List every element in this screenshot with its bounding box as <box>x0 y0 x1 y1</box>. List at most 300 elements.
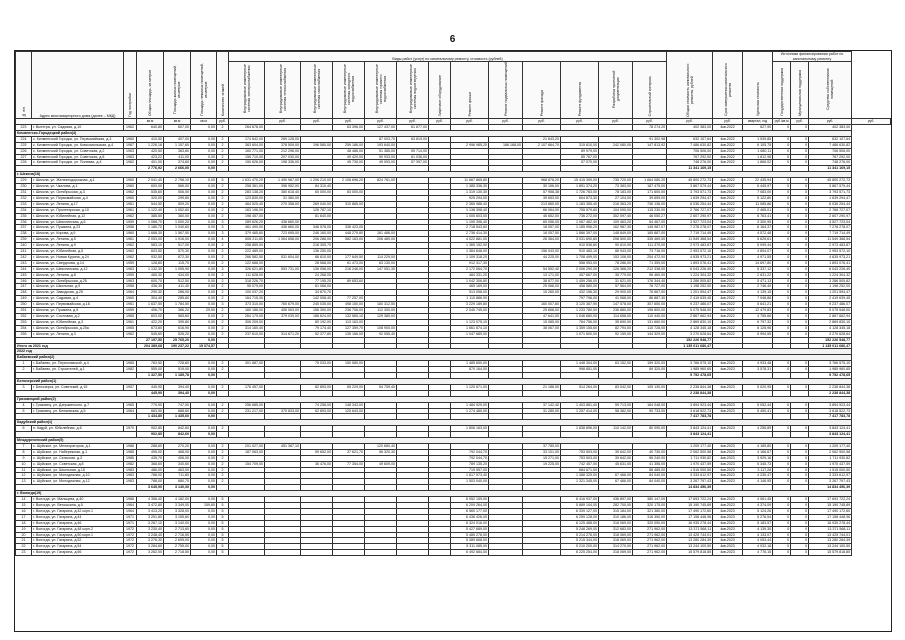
row-address: г. Шексна, ул. Юбилейная, д.12 <box>32 213 124 219</box>
cell-a: 420,50 <box>137 148 164 154</box>
cell-total: 1 209 177,40 <box>667 443 713 449</box>
cell-w12: 312 683,00 <box>599 526 633 532</box>
cell-w13: 171 600,00 <box>633 189 667 195</box>
cell-dl: 4кв.2022 <box>713 331 743 337</box>
cell-uc: 1 539,85 <box>743 136 773 142</box>
cell-s1: 0 <box>773 136 791 142</box>
cell-w2: 723 695,00 <box>265 231 301 237</box>
row-number: 252 <box>16 314 32 320</box>
cell-w12: 110 142,00 <box>599 426 633 432</box>
cell-w5: 54 759,40 <box>365 384 397 390</box>
cell-w12: 153 106,00 <box>599 254 633 260</box>
cell-w3: 24 268,00 <box>301 272 333 278</box>
cell-w11: 315 810,00 <box>561 142 599 148</box>
cell-c: 0,00 <box>191 160 217 166</box>
cell-dl: 4кв.2022 <box>713 178 743 184</box>
cell-total: 11 549 368,54 <box>667 237 713 243</box>
cell-s2: 0 <box>791 231 809 237</box>
cell-w8: 870 164,00 <box>451 367 489 373</box>
cell-c: 0,00 <box>191 184 217 190</box>
row-number: 254 <box>16 325 32 331</box>
cell-w12: 59 713,00 <box>599 402 633 408</box>
cell-total: 402 383,00 <box>667 125 713 131</box>
cell-s1: 0 <box>773 538 791 544</box>
cell-year: 1963 <box>124 154 137 160</box>
row-address: г. Вологда, ул. Гагарина, д.44 <box>32 514 124 520</box>
cell-year: 1965 <box>124 314 137 320</box>
table-body <box>16 125 891 556</box>
cell-a: 423,22 <box>137 154 164 160</box>
unit-cell: кв.м <box>137 119 164 125</box>
cell-s3: 3 867 579,44 <box>809 184 852 190</box>
cell-b: 1 784,50 <box>164 302 191 308</box>
cell-s2: 0 <box>791 296 809 302</box>
cell-w10: 39 653,00 <box>523 195 561 201</box>
cell-s2: 0 <box>791 278 809 284</box>
cell-s3: 2 607 290,97 <box>809 213 852 219</box>
row-number: 6 <box>16 426 32 432</box>
cell-a: 1 637,50 <box>137 302 164 308</box>
cell-b: 285,60 <box>164 296 191 302</box>
subtotal-c: 0,00 <box>191 432 217 438</box>
cell-d: 4 <box>217 237 229 243</box>
row-address: г. Шексна, ул. Пушкина, д.5 <box>32 308 124 314</box>
cell-w8: 792 044,70 <box>451 455 489 461</box>
cell-w4: 77 354,00 <box>333 461 365 467</box>
cell-w5: 63 130,00 <box>365 260 397 266</box>
cell-s1: 0 <box>773 331 791 337</box>
cell-w8: 465 169,00 <box>451 284 489 290</box>
cell-w8: 1 364 648,00 <box>451 249 489 255</box>
cell-c: 0,00 <box>191 243 217 249</box>
cell-year: 1961 <box>124 319 137 325</box>
col-total: Общая стоимость капитального ремонта, рублей <box>667 52 713 119</box>
cell-w2: 553 731,00 <box>265 266 301 272</box>
cell-d: 5 <box>217 538 229 544</box>
cell-s3: 15 190 745,89 <box>809 503 852 509</box>
cell-d: 5 <box>217 532 229 538</box>
cell-w10: 15 085,00 <box>523 319 561 325</box>
cell-w8: 925 294,00 <box>451 195 489 201</box>
cell-s3: 1 639 294,47 <box>809 195 852 201</box>
cell-year: 1988 <box>124 443 137 449</box>
cell-w8: 1 485 650,00 <box>451 361 489 367</box>
row-address: г. Шексна, ул. Октябрьская, д.3 <box>32 189 124 195</box>
cell-w11: 764 756,00 <box>561 319 599 325</box>
cell-w12: 67 466,00 <box>599 473 633 479</box>
cell-w13: 111 370,00 <box>633 243 667 249</box>
cell-w10: 57 958,38 <box>523 189 561 195</box>
cell-w12: 318 069,00 <box>599 550 633 556</box>
cell-w13: 380 147,00 <box>633 497 667 503</box>
cell-w13: 187 475,00 <box>633 184 667 190</box>
cell-year: 1962 <box>124 125 137 131</box>
cell-w13: 86 485,00 <box>633 467 667 473</box>
col-src2: Муниципальная поддержка <box>791 62 809 119</box>
row-address: г. Вытегра, ул. Садовая, д.10 <box>32 125 124 131</box>
cell-w11: 5 215 344,00 <box>561 538 599 544</box>
cell-d: 3 <box>217 219 229 225</box>
table-row <box>16 550 891 556</box>
cell-year: 1972 <box>124 550 137 556</box>
cell-s2: 0 <box>791 455 809 461</box>
cell-year: 1960 <box>124 136 137 142</box>
cell-a: 545,60 <box>137 331 164 337</box>
cell-s1: 0 <box>773 508 791 514</box>
cell-a: 555,00 <box>137 367 164 373</box>
cell-s2: 0 <box>791 254 809 260</box>
cell-b: 872,30 <box>164 254 191 260</box>
cell-c: 0,00 <box>191 272 217 278</box>
cell-w13: 321 380,00 <box>633 508 667 514</box>
cell-s3: 3 793 571,73 <box>809 189 852 195</box>
cell-b: 2 695,00 <box>164 538 191 544</box>
cell-d: 5 <box>217 550 229 556</box>
row-number: 10 <box>16 461 32 467</box>
cell-w13: 41 356,00 <box>633 461 667 467</box>
cell-b: 517,00 <box>164 243 191 249</box>
cell-s1: 0 <box>773 290 791 296</box>
cell-w13: 96 460,00 <box>633 272 667 278</box>
cell-dl: 4кв.2023 <box>713 402 743 408</box>
cell-w8: 1 047 689,00 <box>451 331 489 337</box>
cell-b: 2 713,60 <box>164 526 191 532</box>
cell-c: 0,00 <box>191 278 217 284</box>
cell-w3: 34 670,70 <box>301 290 333 296</box>
col-group-sources: Источники финансирования работ по капитальному ремонту <box>773 52 852 62</box>
row-number: 240 <box>16 243 32 249</box>
cell-s1: 0 <box>773 125 791 131</box>
cell-c: 0,00 <box>191 302 217 308</box>
cell-w8: 792 044,70 <box>451 449 489 455</box>
cell-dl: 4кв.2022 <box>713 290 743 296</box>
cell-total: 17 490 172,60 <box>667 508 713 514</box>
unit-cell: руб. <box>791 119 809 125</box>
cell-w13: 76 667,00 <box>633 290 667 296</box>
cell-total: 3 843 124,41 <box>667 426 713 432</box>
cell-dl: 4кв.2023 <box>713 384 743 390</box>
col-w7: Лифтовое оборудование <box>429 62 451 119</box>
cell-c: 0,00 <box>191 296 217 302</box>
cell-dl: 4кв.2022 <box>713 237 743 243</box>
cell-d: 2 <box>217 367 229 373</box>
cell-dl: 4кв.2023 <box>713 361 743 367</box>
cell-uc: 2 631,22 <box>743 272 773 278</box>
cell-w8: 2 718 543,60 <box>451 225 489 231</box>
cell-w5: 824 761,00 <box>365 178 397 184</box>
cell-w11: 910 483,10 <box>561 249 599 255</box>
cell-w11: 1 185 956,20 <box>561 225 599 231</box>
cell-w11: 15 415 399,00 <box>561 178 599 184</box>
cell-w3: 136 250,00 <box>301 249 333 255</box>
cell-w12: 148 849,00 <box>599 231 633 237</box>
cell-b: 411,40 <box>164 284 191 290</box>
cell-w10: 46 652,00 <box>523 213 561 219</box>
cell-w13: 147 813,92 <box>633 142 667 148</box>
cell-s1: 0 <box>773 520 791 526</box>
cell-w10: 25 668,00 <box>523 308 561 314</box>
cell-uc: 4 133,07 <box>743 532 773 538</box>
cell-dl: 4кв.2023 <box>713 426 743 432</box>
cell-d: 2 <box>217 249 229 255</box>
subtotal-a: 445,90 <box>137 390 164 396</box>
cell-w11: 1 321 345,00 <box>561 479 599 485</box>
cell-b: 463,00 <box>164 467 191 473</box>
cell-uc: 6 126,96 <box>743 325 773 331</box>
cell-w13: 76 727,00 <box>633 284 667 290</box>
unit-cell: руб. <box>489 119 523 125</box>
cell-w13: 86 887,30 <box>633 296 667 302</box>
cell-s2: 0 <box>791 213 809 219</box>
row-address: с. Кичменгский Городок, ул. Советская, д.2 <box>32 148 124 154</box>
cell-a: 3 251,80 <box>137 514 164 520</box>
cell-w3: 79 174,40 <box>301 325 333 331</box>
row-address: г. Вологда, ул. Гагарина, д.50 корп.1 <box>32 532 124 538</box>
cell-s3: 6 043 226,40 <box>809 266 852 272</box>
cell-w1: 150 626,00 <box>229 160 265 166</box>
cell-c: 0,00 <box>191 449 217 455</box>
cell-w8: 5 485 276,00 <box>451 532 489 538</box>
cell-s1: 0 <box>773 455 791 461</box>
row-address: г. Белозерск, ул. Советский, д.15 <box>32 384 124 390</box>
cell-year: 1963 <box>124 266 137 272</box>
cell-c: 0,00 <box>191 479 217 485</box>
cell-w3: 156 390,00 <box>301 308 333 314</box>
cell-w10: 33 101,00 <box>523 449 561 455</box>
cell-w3: 77 195,20 <box>301 278 333 284</box>
cell-year: 1965 <box>124 361 137 367</box>
cell-w8: 1 503 040,00 <box>451 479 489 485</box>
cell-w5: 147 051,30 <box>365 266 397 272</box>
cell-s1: 0 <box>773 249 791 255</box>
cell-total: 3 270 628,64 <box>667 331 713 337</box>
cell-s1: 0 <box>773 532 791 538</box>
cell-dl: 4кв.2022 <box>713 308 743 314</box>
cell-uc: 4 374,09 <box>743 503 773 509</box>
subtotal-total: 3 843 124,41 <box>667 432 713 438</box>
cell-total: 6 036 254,44 <box>667 201 713 207</box>
cell-uc: 5 994,55 <box>743 331 773 337</box>
cell-b: 711,80 <box>164 473 191 479</box>
cell-w3: 61 068,00 <box>301 284 333 290</box>
cell-uc: 4 971,55 <box>743 254 773 260</box>
cell-s2: 0 <box>791 520 809 526</box>
cell-s2: 0 <box>791 243 809 249</box>
cell-w5: 49 093,00 <box>365 160 397 166</box>
cell-s2: 0 <box>791 136 809 142</box>
row-number: 5 <box>16 408 32 414</box>
cell-w11: 1 233 780,00 <box>561 308 599 314</box>
cell-s3: 3 267 797,43 <box>809 479 852 485</box>
cell-s2: 0 <box>791 266 809 272</box>
cell-w11: 457 667,00 <box>561 272 599 278</box>
cell-s3: 16 935 278,44 <box>809 520 852 526</box>
cell-d: 2 <box>217 296 229 302</box>
cell-d: 2 <box>217 189 229 195</box>
unit-cell: руб. <box>713 119 743 125</box>
cell-d: 2 <box>217 331 229 337</box>
cell-dl: 4кв.2023 <box>713 497 743 503</box>
cell-total: 13 425 744,01 <box>667 532 713 538</box>
cell-w10: 47 641,00 <box>523 314 561 320</box>
row-address: г. Шексна, ул. Юбилейная, д.5 <box>32 249 124 255</box>
cell-w4: 89 653,60 <box>333 278 365 284</box>
cell-uc: 6 445,97 <box>743 184 773 190</box>
cell-total: 2 867 662,94 <box>667 314 713 320</box>
cell-w13: 40 730,00 <box>633 449 667 455</box>
cell-w5: 193 640,00 <box>365 142 397 148</box>
cell-b: 4 182,00 <box>164 497 191 503</box>
cell-uc: 1 866,02 <box>743 160 773 166</box>
cell-b: 1 040,60 <box>164 225 191 231</box>
cell-c: 0,00 <box>191 455 217 461</box>
cell-d: 2 <box>217 142 229 148</box>
cell-uc: 7 083,00 <box>743 189 773 195</box>
cell-w11: 1 046 680,00 <box>561 314 599 320</box>
cell-d: 5 <box>217 503 229 509</box>
cell-year: 1959 <box>124 272 137 278</box>
cell-w12: 39 642,00 <box>599 455 633 461</box>
cell-c: 0,00 <box>191 538 217 544</box>
cell-s1: 0 <box>773 278 791 284</box>
cell-a: 128,80 <box>137 260 164 266</box>
cell-w2: 380 618,40 <box>265 189 301 195</box>
cell-year: 1962 <box>124 249 137 255</box>
cell-w8: 2 365 988,40 <box>451 201 489 207</box>
cell-w11: 432 156,30 <box>561 290 599 296</box>
cell-w12: 236 880,00 <box>599 308 633 314</box>
cell-d: 2 <box>217 284 229 290</box>
cell-w13: 271 962,00 <box>633 532 667 538</box>
row-address: г. Шексна, ул. Юбилейная, д.3 <box>32 319 124 325</box>
cell-w10: 37 142,40 <box>523 402 561 408</box>
cell-dl: 4кв.2022 <box>713 154 743 160</box>
cell-s3: 2 238 844,38 <box>809 384 852 390</box>
cell-dl: 4кв.2022 <box>713 325 743 331</box>
cell-w13: 91 302,98 <box>633 136 667 142</box>
cell-w13: 56 240,00 <box>633 455 667 461</box>
subtotal-a: 902,80 <box>137 432 164 438</box>
cell-a: 2 041,40 <box>137 178 164 184</box>
cell-year: 1964 <box>124 503 137 509</box>
cell-w8: 1 319 130,30 <box>451 189 489 195</box>
cell-s1: 0 <box>773 497 791 503</box>
cell-w10: 31 280,00 <box>523 408 561 414</box>
cell-year: 1964 <box>124 408 137 414</box>
cell-d: 2 <box>217 314 229 320</box>
cell-total: 6 043 226,40 <box>667 266 713 272</box>
row-address: г. Шексна, ул. Первомайская, д.4 <box>32 195 124 201</box>
cell-w1: 122 688,00 <box>229 260 265 266</box>
cell-w4: 77 257,00 <box>333 296 365 302</box>
cell-s2: 0 <box>791 443 809 449</box>
cell-total: 17 158 448,96 <box>667 514 713 520</box>
cell-d: 2 <box>217 201 229 207</box>
section-title: г. Вологда(19) <box>16 491 852 497</box>
cell-w1: 264 678,00 <box>229 125 265 131</box>
row-number: 249 <box>16 296 32 302</box>
cell-s1: 0 <box>773 544 791 550</box>
cell-c: 0,00 <box>191 461 217 467</box>
cell-s3: 15 579 818,85 <box>809 550 852 556</box>
section-title: Междуреченский район(5) <box>16 438 852 444</box>
cell-w12: 315 184,00 <box>599 508 633 514</box>
cell-uc: 4 894,07 <box>743 249 773 255</box>
cell-s2: 0 <box>791 426 809 432</box>
row-address: г. Шексна, ул. Садовая, д.4 <box>32 296 124 302</box>
cell-d: 3 <box>217 266 229 272</box>
cell-w12: 282 700,00 <box>599 503 633 509</box>
cell-w3: 75 033,00 <box>301 361 333 367</box>
cell-uc: 4 139,15 <box>743 290 773 296</box>
cell-s1: 0 <box>773 325 791 331</box>
cell-w4: 310 865,00 <box>333 201 365 207</box>
cell-c: 0,00 <box>191 219 217 225</box>
cell-year: 1982 <box>124 461 137 467</box>
subtotal-b: 1 435,60 <box>164 414 191 420</box>
subtotal-total: 2 238 844,38 <box>667 390 713 396</box>
cell-w4: 177 649,50 <box>333 254 365 260</box>
cell-b: 394,40 <box>164 384 191 390</box>
cell-s3: 4 635 973,21 <box>809 254 852 260</box>
cell-s2: 0 <box>791 154 809 160</box>
cell-w5: 56 320,30 <box>365 449 397 455</box>
subtotal-c: 0,00 <box>191 337 217 343</box>
cell-s3: 3 286 505,82 <box>809 278 852 284</box>
cell-w2: 436 660,00 <box>265 219 301 225</box>
cell-uc: 6 763,41 <box>743 213 773 219</box>
cell-year: 1962 <box>124 189 137 195</box>
cell-w1: 314 160,40 <box>229 325 265 331</box>
row-number: 255 <box>16 331 32 337</box>
cell-s3: 2 953 572,10 <box>809 249 852 255</box>
row-address: г. Вологда, ул. Гагарина, д.46 <box>32 520 124 526</box>
row-number: 233 <box>16 201 32 207</box>
cell-w10: 21 643,20 <box>523 136 561 142</box>
cell-dl: 4кв.2023 <box>713 508 743 514</box>
cell-a: 603,00 <box>137 314 164 320</box>
col-src3: Средства собственников помещений <box>809 62 852 119</box>
cell-c: 0,00 <box>191 467 217 473</box>
row-number: 234 <box>16 207 32 213</box>
cell-w11: 458 580,00 <box>561 284 599 290</box>
row-number: 223 <box>16 125 32 131</box>
unit-cell: квартал, год <box>743 119 773 125</box>
cell-w1: 237 610,00 <box>229 331 265 337</box>
cell-c: 0,00 <box>191 142 217 148</box>
cell-year: 1962 <box>124 331 137 337</box>
cell-a: 304,40 <box>137 296 164 302</box>
cell-year: 1960 <box>124 195 137 201</box>
row-number: 238 <box>16 231 32 237</box>
cell-b: 407,00 <box>164 136 191 142</box>
cell-s1: 0 <box>773 526 791 532</box>
cell-w4: 236 706,00 <box>333 308 365 314</box>
cell-c: 0,00 <box>191 520 217 526</box>
cell-w1: 301 887,00 <box>229 361 265 367</box>
cell-total: 3 618 522,73 <box>667 408 713 414</box>
col-w1: Внутридомовые инженерные системы электроснабжения <box>229 62 265 119</box>
cell-c: 0,00 <box>191 213 217 219</box>
subtotal-total: 7 417 783,78 <box>667 414 713 420</box>
subtotal-a: 27 197,50 <box>137 337 164 343</box>
cell-c: 0,00 <box>191 550 217 556</box>
cell-w4: 61 473,00 <box>333 260 365 266</box>
cell-dl: 4кв.2023 <box>713 479 743 485</box>
cell-w1: 55 079,00 <box>229 284 265 290</box>
cell-w10: 38 067,00 <box>523 325 561 331</box>
cell-d: 2 <box>217 319 229 325</box>
